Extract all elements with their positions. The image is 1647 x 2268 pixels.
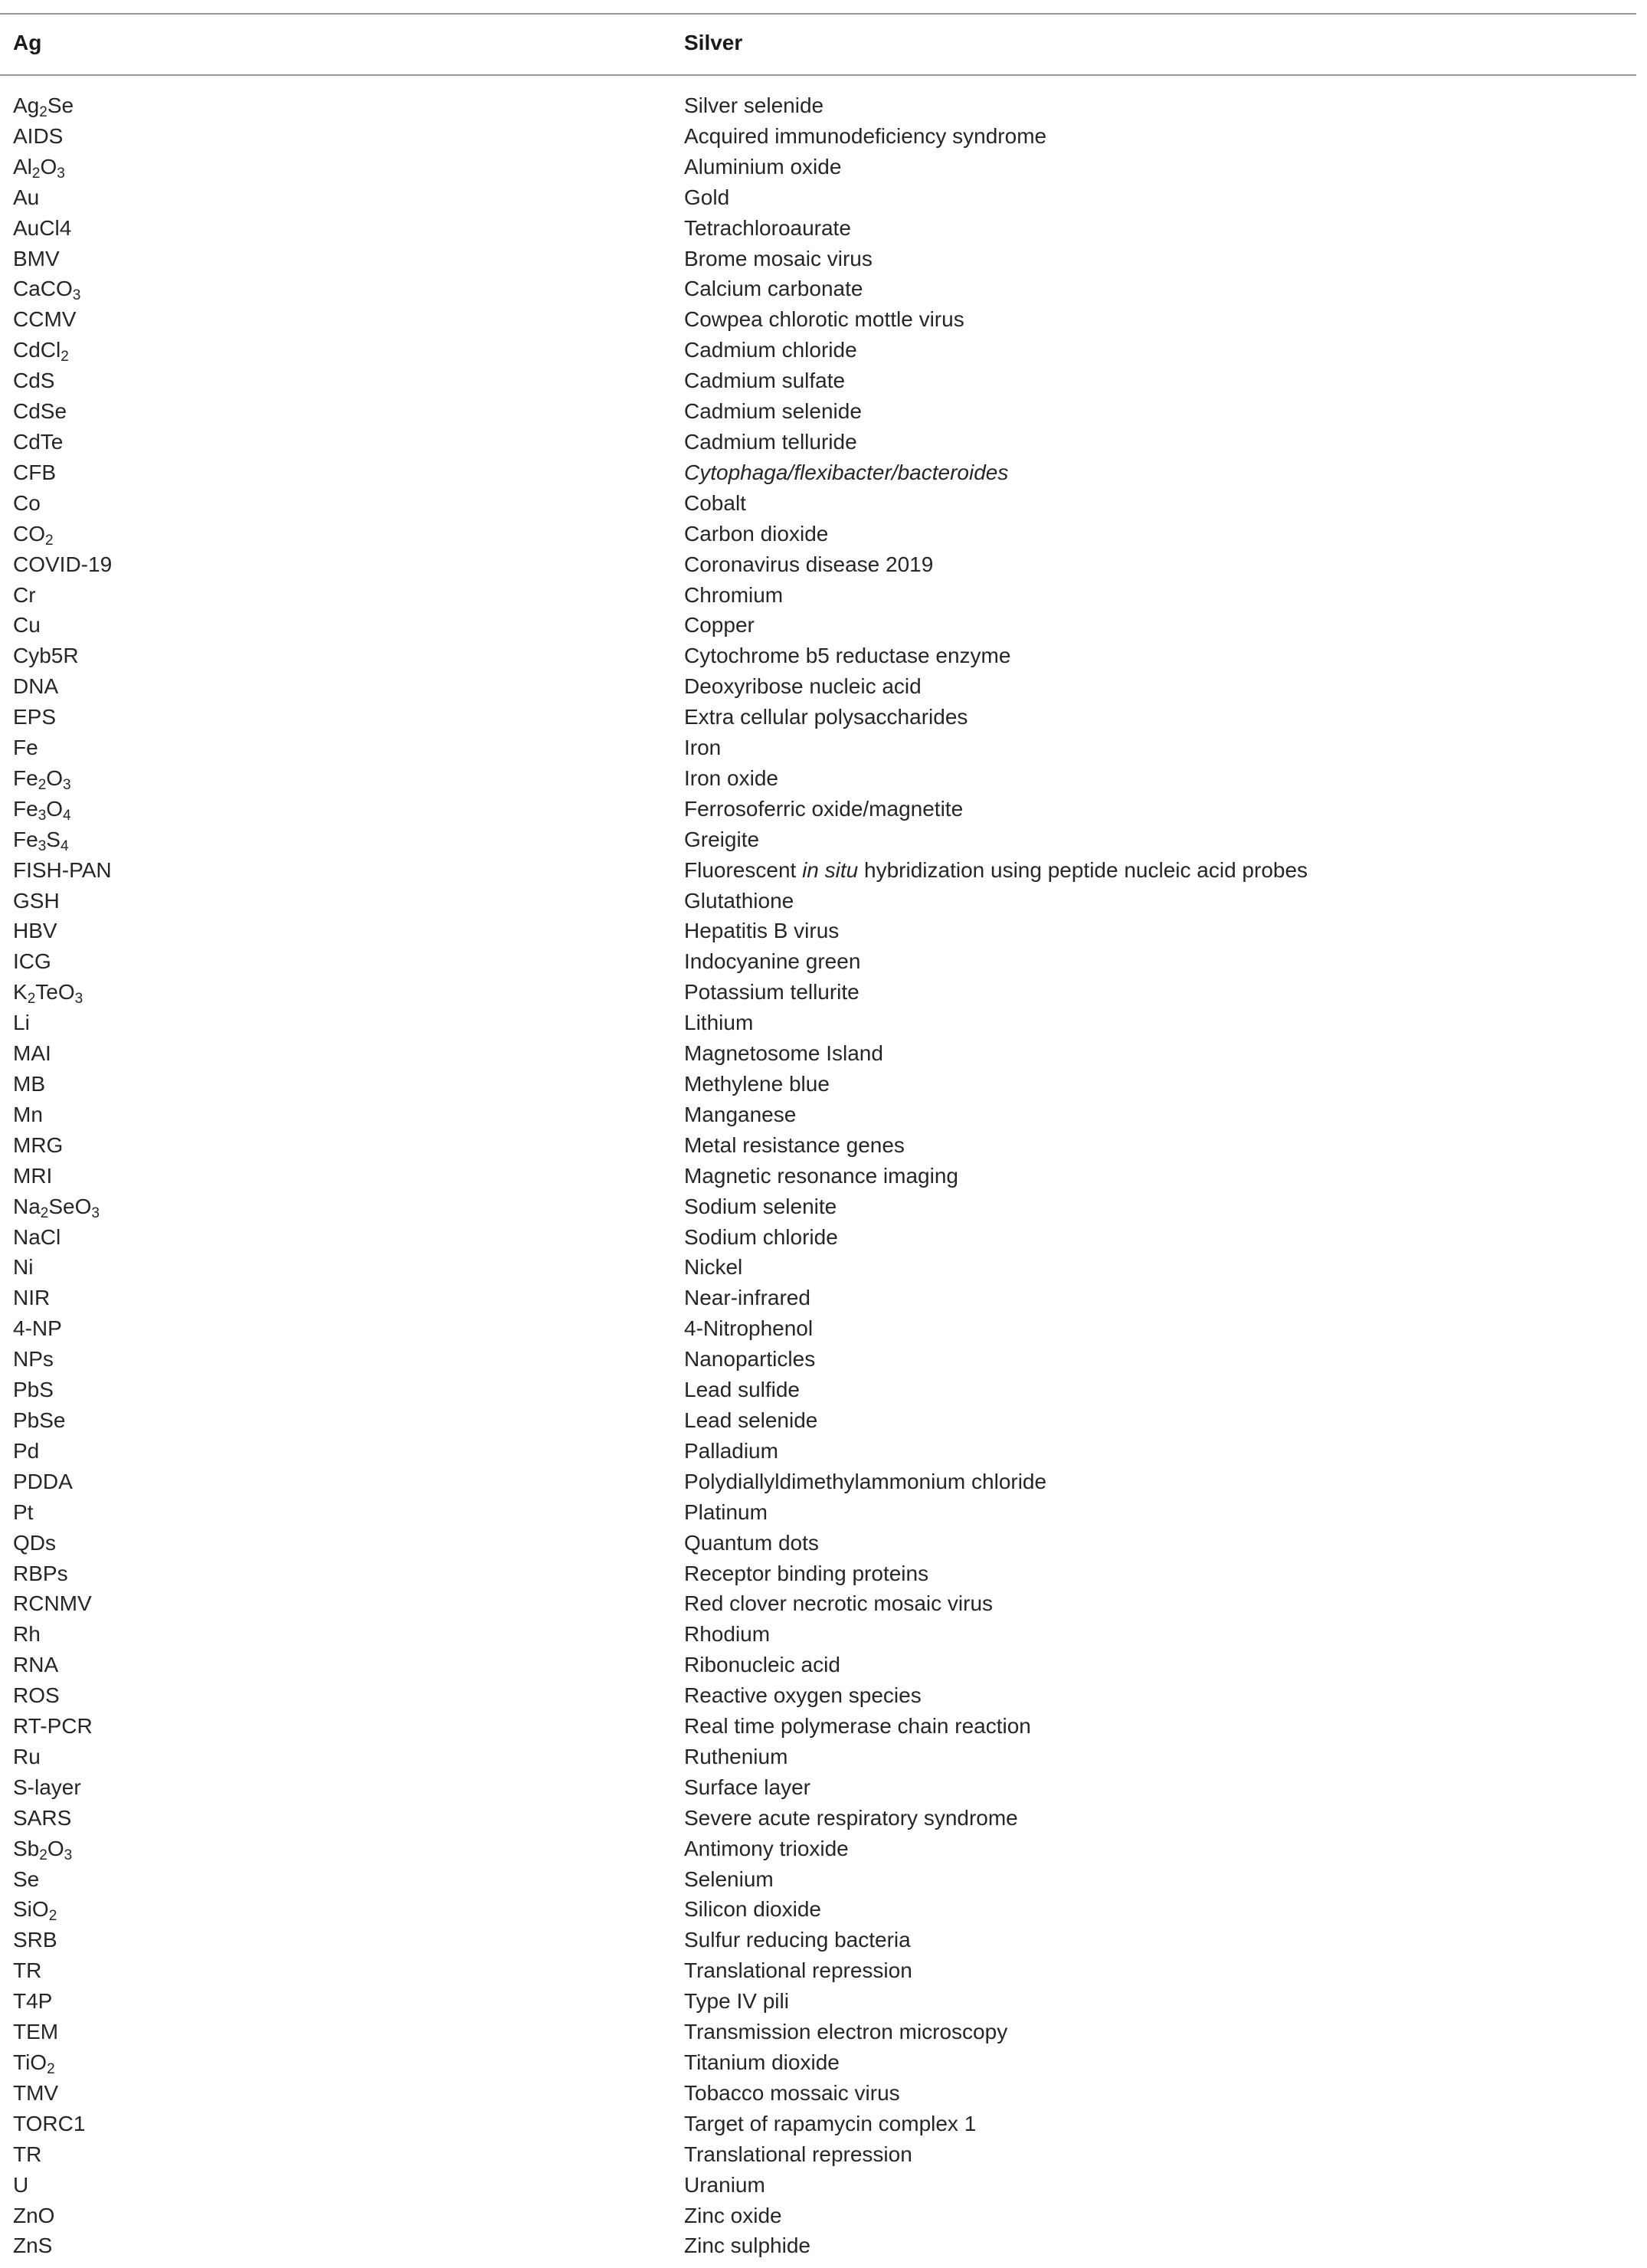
abbreviation-cell: $Na_2SeO_3$ — [13, 1194, 100, 1221]
definition-cell: Magnetic resonance imaging — [684, 1163, 958, 1188]
table-row — [0, 916, 1636, 946]
table-row — [0, 1222, 1636, 1253]
definition-cell: Zinc oxide — [684, 2203, 782, 2227]
definition-cell: Magnetosome Island — [684, 1041, 883, 1066]
table-row — [0, 2230, 1636, 2261]
abbreviation-cell: 4-NP — [13, 1316, 62, 1341]
definition-cell: Acquired immunodeficiency syndrome — [684, 123, 1047, 148]
table-row — [0, 733, 1636, 763]
header-abbreviation: Ag — [13, 31, 42, 54]
table-row — [0, 1008, 1636, 1038]
table-row — [0, 1650, 1636, 1680]
abbreviation-cell: BMV — [13, 246, 60, 270]
abbreviation-cell: $CO_2$ — [13, 521, 54, 549]
table-row — [0, 1161, 1636, 1191]
abbreviation-cell: ZnS — [13, 2234, 53, 2258]
definition-cell: Receptor binding proteins — [684, 1561, 929, 1585]
abbreviation-cell: MB — [13, 1072, 45, 1096]
abbreviation-cell: ROS — [13, 1683, 60, 1708]
table-row — [0, 1925, 1636, 1955]
table-row — [0, 427, 1636, 457]
definition-cell: Carbon dioxide — [684, 521, 829, 546]
abbreviation-cell: NaCl — [13, 1224, 61, 1249]
abbreviation-cell: RNA — [13, 1653, 59, 1677]
abbreviation-cell: CdS — [13, 369, 55, 393]
table-row — [0, 1558, 1636, 1589]
table-row — [0, 1680, 1636, 1711]
table-row — [0, 244, 1636, 274]
definition-cell: Lithium — [684, 1011, 754, 1035]
abbreviation-cell: AIDS — [13, 123, 64, 148]
definition-cell: Indocyanine green — [684, 949, 861, 974]
definition-cell: Target of rapamycin complex 1 — [684, 2111, 977, 2135]
table-row — [0, 702, 1636, 733]
table-row — [0, 2201, 1636, 2231]
table-row — [0, 610, 1636, 641]
definition-cell: Potassium tellurite — [684, 980, 860, 1005]
definition-cell: 4-Nitrophenol — [684, 1316, 814, 1341]
abbreviation-cell: Li — [13, 1011, 30, 1035]
table-row — [0, 824, 1636, 855]
table-row — [0, 2170, 1636, 2201]
table-row — [0, 488, 1636, 519]
definition-cell: Quantum dots — [684, 1530, 819, 1555]
abbreviation-cell: TiO$_2$ — [13, 2050, 55, 2077]
abbreviation-cell: CdTe — [13, 429, 64, 454]
abbreviation-cell: HBV — [13, 919, 57, 943]
abbreviation-cell: $Fe_2O_3$ — [13, 765, 71, 793]
definition-cell: Surface layer — [684, 1775, 810, 1799]
table-row — [0, 1497, 1636, 1528]
definition-cell: Titanium dioxide — [684, 2050, 840, 2074]
definition-cell: Ribonucleic acid — [684, 1653, 840, 1677]
definition-cell: Cobalt — [684, 490, 746, 515]
table-row — [0, 1344, 1636, 1375]
abbreviation-cell: Pt — [13, 1499, 34, 1524]
table-row — [0, 365, 1636, 396]
definition-cell: Cadmium telluride — [684, 429, 857, 454]
table-row — [0, 1986, 1636, 2017]
table-row — [0, 2139, 1636, 2170]
table-row — [0, 1772, 1636, 1803]
definition-cell: Tetrachloroaurate — [684, 215, 851, 240]
table-row — [0, 1405, 1636, 1436]
definition-cell: Lead sulfide — [684, 1378, 801, 1402]
table-row — [0, 304, 1636, 335]
abbreviation-cell: $Fe_3S_4$ — [13, 827, 69, 854]
table-row — [0, 794, 1636, 824]
table-row — [0, 977, 1636, 1008]
table-row — [0, 2109, 1636, 2139]
table-row — [0, 1436, 1636, 1467]
definition-cell: Real time polymerase chain reaction — [684, 1714, 1031, 1739]
table-row — [0, 1313, 1636, 1344]
abbreviation-cell: NIR — [13, 1286, 51, 1310]
definition-cell: Uranium — [684, 2172, 765, 2197]
abbreviation-cell: S-layer — [13, 1775, 81, 1799]
abbreviation-cell: Pd — [13, 1438, 40, 1463]
table-row — [0, 1588, 1636, 1619]
definition-cell: Hepatitis B virus — [684, 919, 840, 943]
definition-cell: Cytophaga/flexibacter/bacteroides — [684, 460, 1009, 484]
definition-cell: Selenium — [684, 1867, 774, 1891]
abbreviation-cell: SARS — [13, 1805, 72, 1830]
definition-cell: Polydiallyldimethylammonium chloride — [684, 1469, 1047, 1493]
table-row — [0, 580, 1636, 611]
abbreviation-cell: $Ag_2Se$ — [13, 93, 74, 120]
table-row — [0, 1130, 1636, 1161]
definition-cell: Ruthenium — [684, 1744, 788, 1768]
definition-cell: Gold — [684, 185, 730, 209]
table-row — [0, 1100, 1636, 1130]
abbreviation-cell: AuCl4 — [13, 215, 72, 240]
abbreviation-cell: TORC1 — [13, 2111, 86, 2135]
abbreviation-cell: RCNMV — [13, 1591, 92, 1616]
abbreviation-cell: NPs — [13, 1347, 54, 1372]
abbreviation-cell: GSH — [13, 888, 60, 913]
abbreviation-cell: CFB — [13, 460, 56, 484]
abbreviation-cell: SRB — [13, 1928, 57, 1952]
table-row — [0, 335, 1636, 365]
abbreviation-cell: MRG — [13, 1132, 64, 1157]
table-row — [0, 1711, 1636, 1742]
abbreviation-cell: Cu — [13, 613, 41, 637]
header-definition: Silver — [684, 31, 743, 54]
abbreviation-cell: CdSe — [13, 399, 67, 424]
definition-cell: Silver selenide — [684, 93, 824, 117]
abbreviation-cell: SiO$_2$ — [13, 1897, 57, 1925]
table-row — [0, 213, 1636, 244]
definition-cell: Coronavirus disease 2019 — [684, 552, 934, 576]
definition-cell: Silicon dioxide — [684, 1897, 821, 1922]
abbreviation-cell: TMV — [13, 2080, 59, 2105]
table-row — [0, 1834, 1636, 1864]
table-row — [0, 1069, 1636, 1100]
definition-cell: Type IV pili — [684, 1989, 789, 2014]
table-row — [0, 152, 1636, 182]
table-row — [0, 1038, 1636, 1069]
abbreviation-cell: TR — [13, 2142, 42, 2166]
definition-cell: Transmission electron microscopy — [684, 2020, 1008, 2044]
abbreviation-cell: CCMV — [13, 307, 77, 332]
definition-cell: Copper — [684, 613, 755, 637]
table-row — [0, 1252, 1636, 1283]
abbreviation-cell: EPS — [13, 705, 57, 729]
table-row — [0, 1742, 1636, 1772]
abbreviation-cell: RBPs — [13, 1561, 68, 1585]
abbreviation-cell: ZnO — [13, 2203, 55, 2227]
abbreviation-cell: MAI — [13, 1041, 51, 1066]
definition-cell: Glutathione — [684, 888, 794, 913]
table-row — [0, 2047, 1636, 2078]
definition-cell: Nanoparticles — [684, 1347, 816, 1372]
abbreviation-cell: Ni — [13, 1255, 34, 1280]
definition-cell: Greigite — [684, 827, 760, 851]
abbreviation-cell: MRI — [13, 1163, 53, 1188]
definition-cell: Extra cellular polysaccharides — [684, 705, 968, 729]
abbreviation-table-body — [0, 90, 1636, 2261]
definition-cell: Translational repression — [684, 2142, 912, 2166]
table-row — [0, 1467, 1636, 1497]
abbreviation-cell: $Fe_3O_4$ — [13, 796, 71, 824]
abbreviation-cell: Se — [13, 1867, 40, 1891]
definition-cell: Reactive oxygen species — [684, 1683, 922, 1708]
definition-cell: Tobacco mossaic virus — [684, 2080, 900, 2105]
table-row — [0, 886, 1636, 916]
table-row — [0, 1803, 1636, 1834]
abbreviation-cell: $Sb_2O_3$ — [13, 1836, 73, 1863]
definition-cell: Nickel — [684, 1255, 743, 1280]
definition-cell: Iron — [684, 736, 722, 760]
table-row — [0, 855, 1636, 886]
definition-cell: Severe acute respiratory syndrome — [684, 1805, 1018, 1830]
table-row — [0, 274, 1636, 304]
abbreviation-cell: FISH-PAN — [13, 857, 112, 882]
definition-cell: Near-infrared — [684, 1286, 810, 1310]
abbreviation-cell: Co — [13, 490, 41, 515]
abbreviation-cell: Ru — [13, 1744, 41, 1768]
abbreviation-cell: Cyb5R — [13, 644, 79, 668]
table-row — [0, 396, 1636, 427]
table-row — [0, 763, 1636, 794]
table-row — [0, 1283, 1636, 1313]
definition-cell: Palladium — [684, 1438, 778, 1463]
definition-cell: Cadmium chloride — [684, 338, 857, 362]
definition-cell: Metal resistance genes — [684, 1132, 905, 1157]
table-row — [0, 1955, 1636, 1986]
definition-cell: Rhodium — [684, 1622, 771, 1647]
definition-cell: Zinc sulphide — [684, 2234, 810, 2258]
definition-cell: Cowpea chlorotic mottle virus — [684, 307, 964, 332]
table-row — [0, 121, 1636, 152]
definition-cell: Antimony trioxide — [684, 1836, 849, 1860]
definition-cell: Chromium — [684, 582, 784, 607]
definition-cell: Methylene blue — [684, 1072, 830, 1096]
abbreviation-cell: Rh — [13, 1622, 41, 1647]
abbreviation-cell: ICG — [13, 949, 51, 974]
abbreviation-cell: DNA — [13, 674, 59, 699]
abbreviation-cell: CaCO$_3$ — [13, 277, 81, 304]
table-row — [0, 1375, 1636, 1405]
definition-cell: Sulfur reducing bacteria — [684, 1928, 911, 1952]
definition-cell: Cadmium selenide — [684, 399, 862, 424]
definition-cell: Manganese — [684, 1102, 797, 1126]
abbreviation-cell: RT-PCR — [13, 1714, 93, 1739]
definition-cell: Sodium chloride — [684, 1224, 838, 1249]
definition-cell: Ferrosoferric oxide/magnetite — [684, 796, 964, 821]
table-row — [0, 1864, 1636, 1895]
definition-cell: Aluminium oxide — [684, 154, 842, 179]
definition-cell: Calcium carbonate — [684, 277, 863, 301]
definition-cell: Translational repression — [684, 1958, 912, 1983]
table-row — [0, 671, 1636, 702]
abbreviation-cell: CdCl$_2$ — [13, 338, 69, 365]
table-row — [0, 1619, 1636, 1650]
abbreviation-cell: PbS — [13, 1378, 54, 1402]
abbreviation-cell: COVID-19 — [13, 552, 113, 576]
definition-cell: Lead selenide — [684, 1408, 818, 1432]
definition-cell: Sodium selenite — [684, 1194, 837, 1218]
table-row — [0, 2017, 1636, 2047]
table-row — [0, 549, 1636, 580]
table-row — [0, 2078, 1636, 2109]
abbreviation-cell: $Al_2O_3$ — [13, 154, 65, 182]
table-row — [0, 457, 1636, 488]
abbreviation-cell: Au — [13, 185, 40, 209]
definition-cell: Iron oxide — [684, 765, 778, 790]
table-row — [0, 519, 1636, 549]
abbreviation-cell: PDDA — [13, 1469, 73, 1493]
definition-cell: Cadmium sulfate — [684, 369, 846, 393]
abbreviation-cell: TEM — [13, 2020, 59, 2044]
definition-cell: Brome mosaic virus — [684, 246, 873, 270]
abbreviation-cell: QDs — [13, 1530, 56, 1555]
definition-cell: Deoxyribose nucleic acid — [684, 674, 922, 699]
abbreviation-cell: Fe — [13, 736, 38, 760]
abbreviation-cell: Cr — [13, 582, 36, 607]
definition-cell: Fluorescent in situ hybridization using peptide nucleic acid probes — [684, 857, 1308, 882]
definition-cell: Red clover necrotic mosaic virus — [684, 1591, 994, 1616]
abbreviation-cell: TR — [13, 1958, 42, 1983]
table-row — [0, 946, 1636, 977]
table-row — [0, 1191, 1636, 1222]
definition-cell: Platinum — [684, 1499, 768, 1524]
abbreviation-cell: Mn — [13, 1102, 43, 1126]
table-row — [0, 182, 1636, 213]
abbreviation-cell: $K_2TeO_3$ — [13, 980, 83, 1008]
abbreviation-cell: PbSe — [13, 1408, 66, 1432]
table-row — [0, 90, 1636, 121]
table-row — [0, 1528, 1636, 1558]
definition-cell: Cytochrome b5 reductase enzyme — [684, 644, 1011, 668]
abbreviation-cell: U — [13, 2172, 29, 2197]
abbreviation-cell: T4P — [13, 1989, 53, 2014]
table-top-rule — [0, 13, 1636, 15]
table-row — [0, 1894, 1636, 1925]
table-header-rule — [0, 74, 1636, 76]
table-row — [0, 641, 1636, 671]
